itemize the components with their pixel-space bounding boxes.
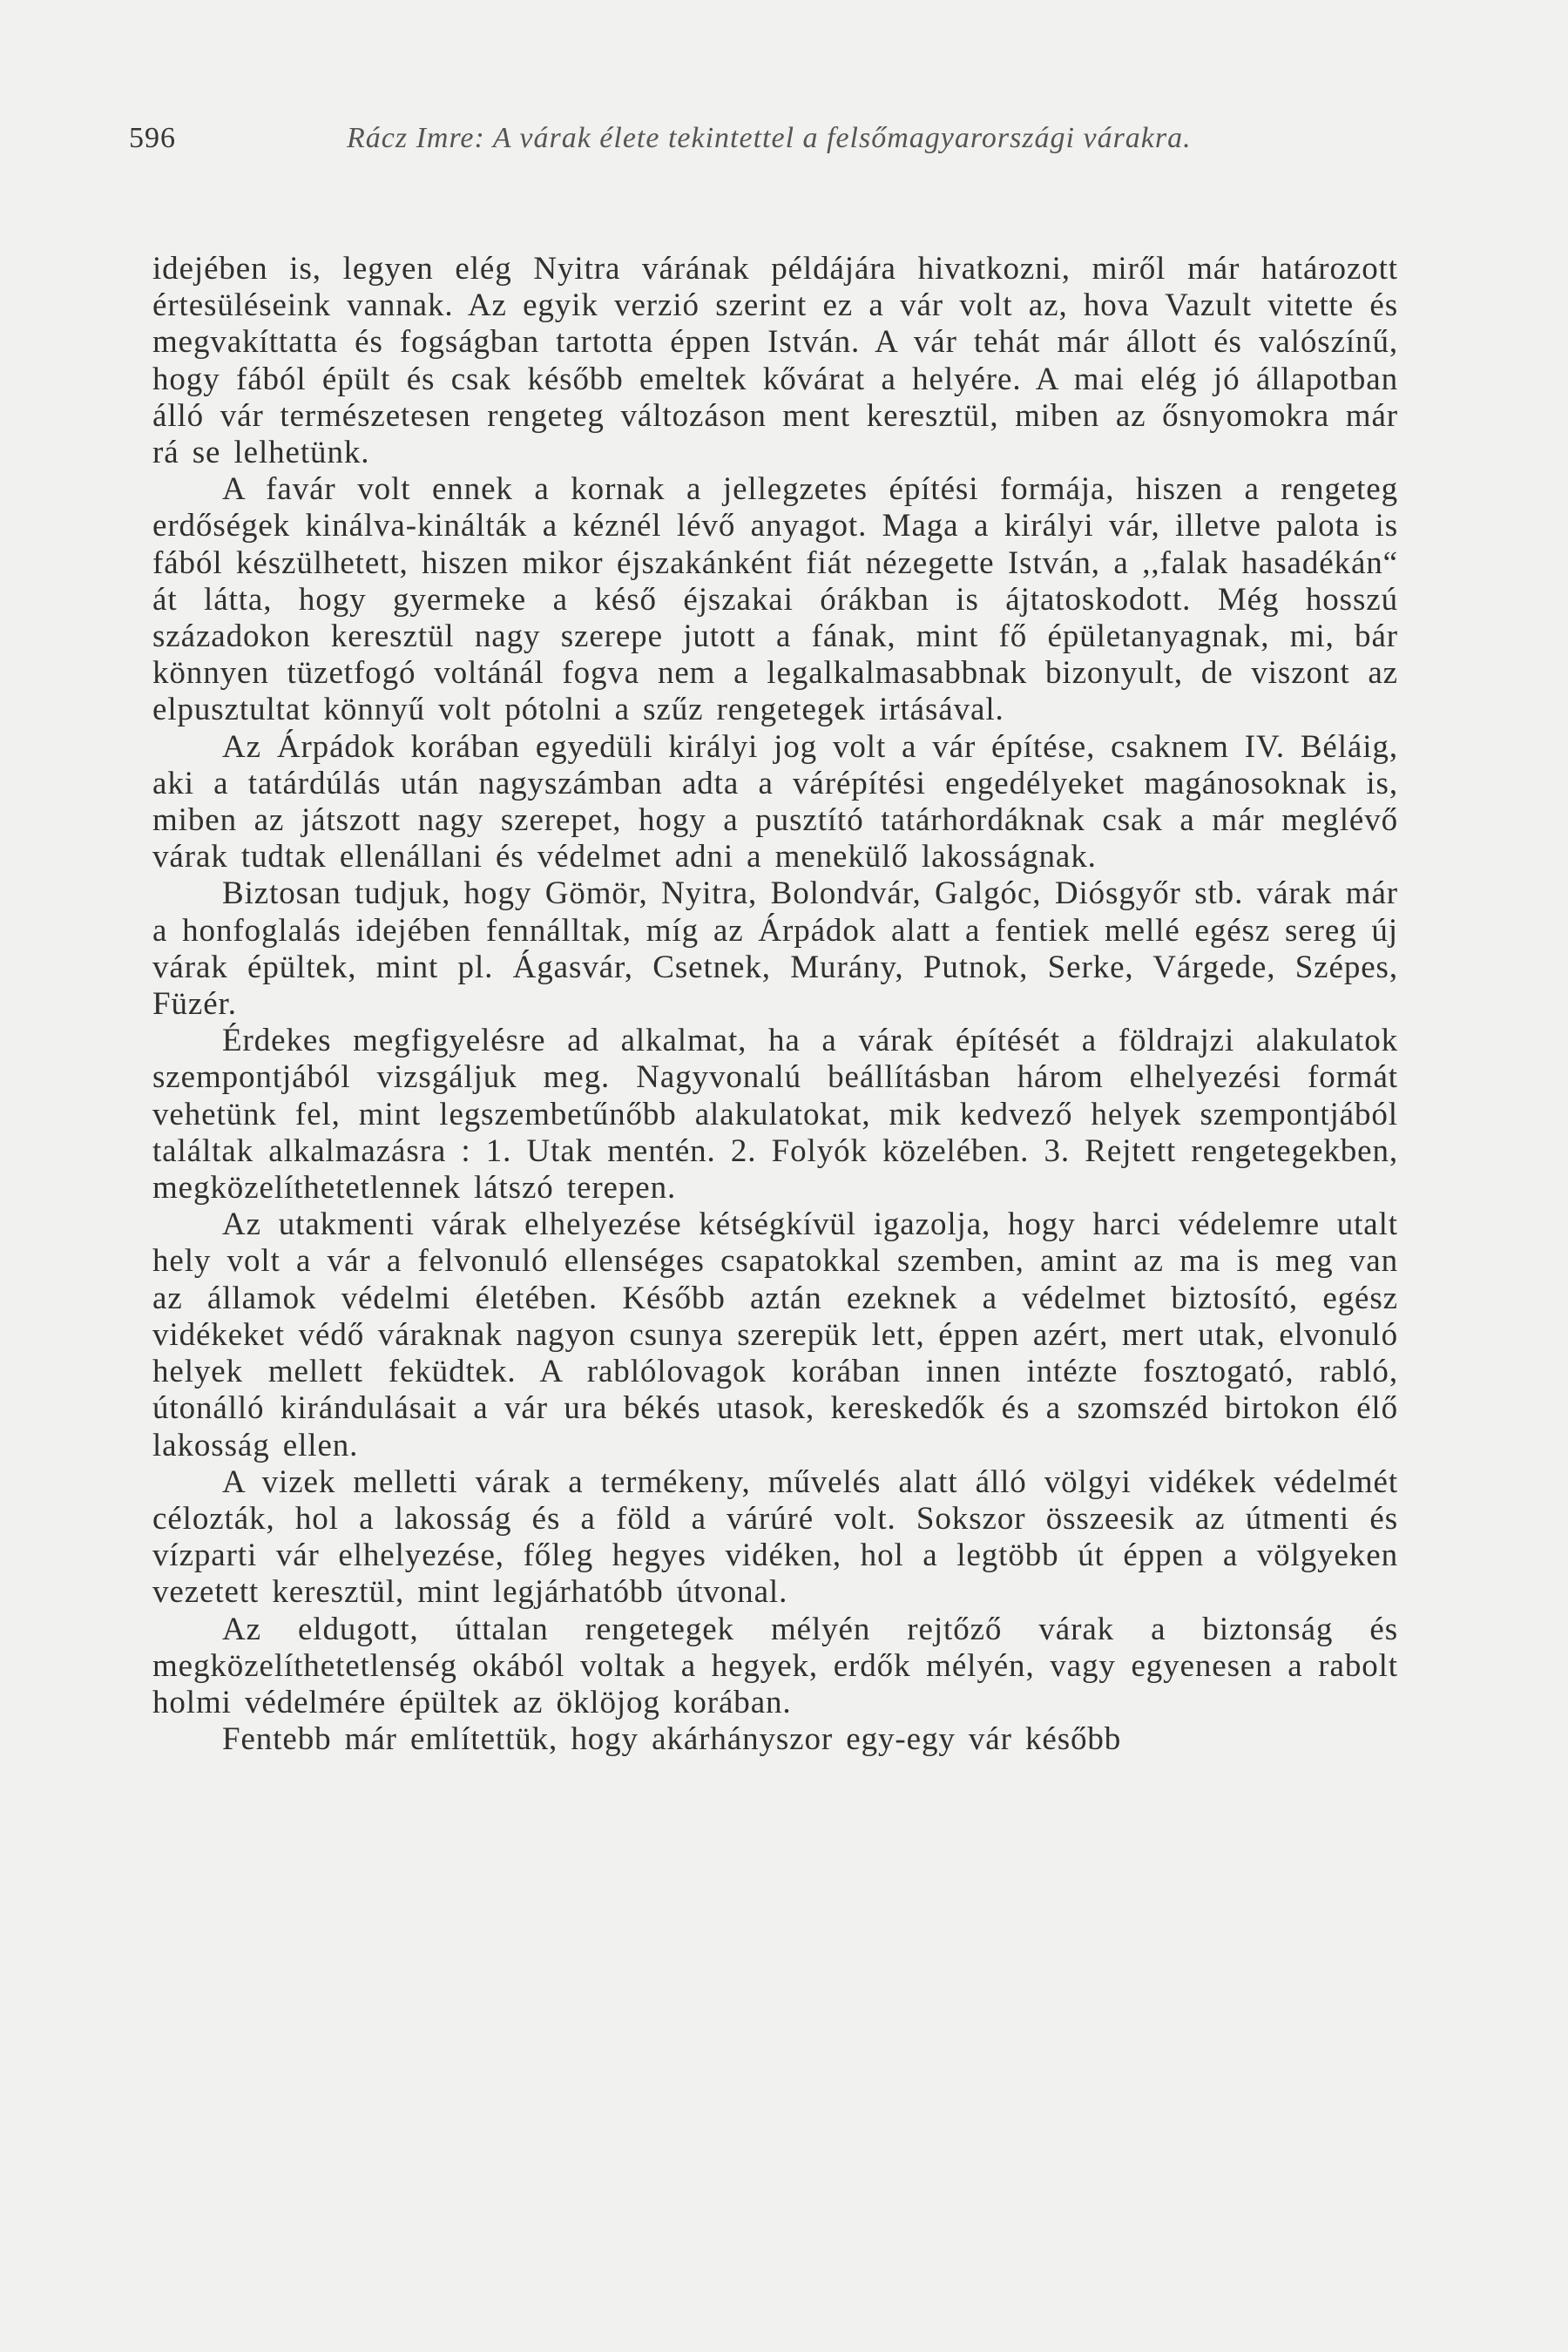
paragraph-8: Az eldugott, úttalan rengetegek mélyén rejtőző várak a biztonság és megközelíthetetlenség okából voltak a hegyek, erdők mélyén, vagy egyenesen a rabolt holmi védelmére épültek az öklöjog korában. bbox=[152, 1611, 1398, 1720]
paragraph-9: Fentebb már említettük, hogy akárhányszor egy-egy vár később bbox=[222, 1721, 1122, 1758]
paragraph-3: Az Árpádok korában egyedüli királyi jog volt a vár építése, csaknem IV. Béláig, aki a tatárdúlás után nagyszámban adta a várépítési engedélyeket magánosoknak is, miben az játszott nagy szerepet, hogy a pusztító tatárhordáknak csak a már meglévő várak tudtak ellenállani és védelmet adni a menekülő lakosságnak. bbox=[152, 728, 1398, 875]
paragraph-4: Biztosan tudjuk, hogy Gömör, Nyitra, Bolondvár, Galgóc, Diósgyőr stb. várak már a honfoglalás idejében fennálltak, míg az Árpádok alatt a fentiek mellé egész sereg új várak épültek, mint pl. Ágasvár, Csetnek, Murány, Putnok, Serke, Várgede, Szépes, Füzér. bbox=[152, 875, 1398, 1023]
paragraph-1: idejében is, legyen elég Nyitra várának példájára hivatkozni, miről már határozott értesüléseink vannak. Az egyik verzió szerint ez a vár volt az, hova Vazult vitette és megvakíttatta és fogságban tartotta éppen István. A vár tehát már állott és valószínű, hogy fából épült és csak később emeltek kővárat a helyére. A mai elég jó állapotban álló vár természetesen rengeteg változáson ment keresztül, miben az ősnyomokra már rá se lelhetünk. bbox=[152, 251, 1398, 471]
body-text bbox=[152, 251, 1398, 1758]
paragraph-2: A favár volt ennek a kornak a jellegzetes építési formája, hiszen a rengeteg erdőségek kinálva-kinálták a kéznél lévő anyagot. Maga a királyi vár, illetve palota is fából készülhetett, hiszen mikor éjszakánként fiát nézegette István, a ,,falak hasadékán“ át látta, hogy gyermeke a késő éjszakai órákban is ájtatoskodott. Még hosszú századokon keresztül nagy szerepe jutott a fának, mint fő épületanyagnak, mi, bár könnyen tüzetfogó voltánál fogva nem a legalkalmasabbnak bizonyult, de viszont az elpusztultat könnyű volt pótolni a szűz rengetegek irtásával. bbox=[152, 471, 1398, 728]
paragraph-5: Érdekes megfigyelésre ad alkalmat, ha a várak építését a földrajzi alakulatok szempontjából vizsgáljuk meg. Nagyvonalú beállításban három elhelyezési formát vehetünk fel, mint legszembetűnőbb alakulatokat, mik kedvező helyek szempontjából találtak alkalmazásra : 1. Utak mentén. 2. Folyók közelében. 3. Rejtett rengetegekben, megközelíthetetlennek látszó terepen. bbox=[152, 1023, 1398, 1206]
paragraph-6: Az utakmenti várak elhelyezése kétségkívül igazolja, hogy harci védelemre utalt hely volt a vár a felvonuló ellenséges csapatokkal szemben, amint az ma is meg van az államok védelmi életében. Később aztán ezeknek a védelmet biztosító, egész vidékeket védő váraknak nagyon csunya szerepük lett, éppen azért, mert utak, elvonuló helyek mellett feküdtek. A rablólovagok korában innen intézte fosztogató, rabló, útonálló kirándulásait a vár ura békés utasok, kereskedők és a szomszéd birtokon élő lakosság ellen. bbox=[152, 1206, 1398, 1463]
page-number: 596 bbox=[129, 122, 176, 154]
page-header bbox=[129, 122, 1383, 174]
running-head: Rácz Imre: A várak élete tekintettel a felsőmagyarországi várakra. bbox=[347, 122, 1192, 154]
paragraph-7: A vizek melletti várak a termékeny, művelés alatt álló völgyi vidékek védelmét célozták, hol a lakosság és a föld a várúré volt. Sokszor összeesik az útmenti és vízparti vár elhelyezése, főleg hegyes vidéken, hol a legtöbb út éppen a völgyeken vezetett keresztül, mint legjárhatóbb útvonal. bbox=[152, 1463, 1398, 1611]
